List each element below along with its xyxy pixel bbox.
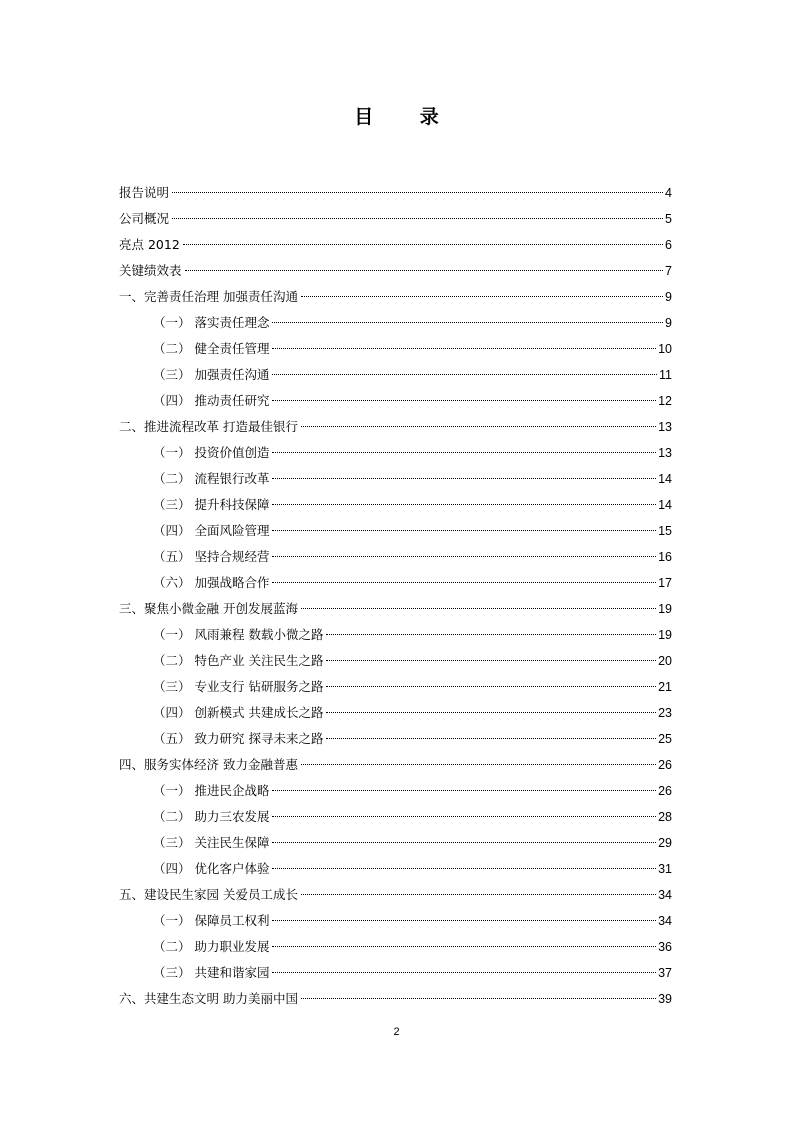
toc-dot-leader (272, 582, 656, 583)
toc-section-entry[interactable] (119, 284, 672, 310)
page-title: 目 录 (354, 106, 459, 128)
toc-subsection-entry[interactable] (119, 830, 672, 856)
toc-entry-page: 20 (658, 654, 672, 668)
toc-section-entry[interactable] (119, 258, 672, 284)
toc-dot-leader (183, 244, 663, 245)
toc-dot-leader (185, 270, 664, 271)
toc-entry-label: （二） 助力职业发展 (153, 939, 270, 954)
toc-dot-leader (326, 634, 656, 635)
toc-dot-leader (272, 348, 656, 349)
toc-entry-label: 五、建设民生家园 关爱员工成长 (119, 887, 298, 902)
toc-subsection-entry[interactable] (119, 466, 672, 492)
toc-entry-page: 19 (658, 602, 672, 616)
toc-entry-page: 14 (658, 472, 672, 486)
toc-dot-leader (272, 374, 657, 375)
toc-dot-leader (301, 894, 656, 895)
toc-entry-page: 7 (665, 264, 672, 278)
toc-entry-page: 9 (665, 316, 672, 330)
toc-entry-page: 26 (658, 758, 672, 772)
toc-entry-page: 14 (658, 498, 672, 512)
toc-dot-leader (272, 322, 663, 323)
toc-dot-leader (301, 296, 663, 297)
toc-subsection-entry[interactable] (119, 362, 672, 388)
toc-entry-page: 21 (658, 680, 672, 694)
toc-dot-leader (272, 530, 656, 531)
toc-entry-label: （四） 优化客户体验 (153, 861, 270, 876)
toc-subsection-entry[interactable] (119, 388, 672, 414)
toc-entry-page: 4 (665, 186, 672, 200)
toc-dot-leader (272, 478, 656, 479)
toc-entry-page: 16 (658, 550, 672, 564)
toc-entry-page: 9 (665, 290, 672, 304)
toc-dot-leader (272, 920, 656, 921)
toc-entry-label: 亮点 2012 (119, 237, 180, 252)
toc-entry-page: 23 (658, 706, 672, 720)
toc-section-entry[interactable] (119, 882, 672, 908)
toc-entry-label: （二） 特色产业 关注民生之路 (153, 653, 324, 668)
toc-entry-page: 29 (658, 836, 672, 850)
toc-entry-label: （一） 保障员工权利 (153, 913, 270, 928)
toc-subsection-entry[interactable] (119, 570, 672, 596)
toc-entry-label: （五） 致力研究 探寻未来之路 (153, 731, 324, 746)
toc-subsection-entry[interactable] (119, 492, 672, 518)
toc-entry-page: 39 (658, 992, 672, 1006)
toc-entry-page: 13 (658, 446, 672, 460)
toc-section-entry[interactable] (119, 206, 672, 232)
toc-entry-label: （二） 流程银行改革 (153, 471, 270, 486)
toc-dot-leader (272, 790, 656, 791)
toc-dot-leader (272, 868, 656, 869)
toc-entry-label: （四） 创新模式 共建成长之路 (153, 705, 324, 720)
toc-entry-label: （三） 提升科技保障 (153, 497, 270, 512)
toc-section-entry[interactable] (119, 180, 672, 206)
toc-dot-leader (172, 192, 663, 193)
toc-entry-label: （一） 投资价值创造 (153, 445, 270, 460)
toc-entry-label: 一、完善责任治理 加强责任沟通 (119, 289, 298, 304)
toc-entry-page: 11 (659, 368, 672, 382)
toc-entry-page: 12 (658, 394, 672, 408)
toc-entry-label: （四） 推动责任研究 (153, 393, 270, 408)
toc-entry-page: 34 (658, 914, 672, 928)
toc-subsection-entry[interactable] (119, 804, 672, 830)
toc-entry-label: （四） 全面风险管理 (153, 523, 270, 538)
toc-subsection-entry[interactable] (119, 336, 672, 362)
toc-dot-leader (272, 972, 656, 973)
toc-subsection-entry[interactable] (119, 934, 672, 960)
toc-dot-leader (301, 764, 656, 765)
toc-entry-page: 34 (658, 888, 672, 902)
toc-entry-page: 10 (658, 342, 672, 356)
toc-entry-label: （三） 共建和谐家园 (153, 965, 270, 980)
toc-entry-label: 六、共建生态文明 助力美丽中国 (119, 991, 298, 1006)
toc-entry-page: 13 (658, 420, 672, 434)
table-of-contents (119, 180, 672, 1012)
toc-entry-label: （二） 健全责任管理 (153, 341, 270, 356)
toc-dot-leader (272, 946, 656, 947)
toc-entry-label: （三） 专业支行 钻研服务之路 (153, 679, 324, 694)
toc-entry-page: 5 (665, 212, 672, 226)
toc-entry-page: 17 (658, 576, 672, 590)
page-number: 2 (393, 1026, 400, 1038)
toc-entry-label: 三、聚焦小微金融 开创发展蓝海 (119, 601, 298, 616)
toc-subsection-entry[interactable] (119, 310, 672, 336)
toc-dot-leader (172, 218, 663, 219)
toc-entry-label: （三） 关注民生保障 (153, 835, 270, 850)
toc-entry-page: 36 (658, 940, 672, 954)
toc-subsection-entry[interactable] (119, 440, 672, 466)
toc-entry-label: （一） 推进民企战略 (153, 783, 270, 798)
toc-entry-page: 6 (665, 238, 672, 252)
toc-entry-page: 25 (658, 732, 672, 746)
toc-section-entry[interactable] (119, 596, 672, 622)
toc-section-entry[interactable] (119, 232, 672, 258)
toc-entry-label: 四、服务实体经济 致力金融普惠 (119, 757, 298, 772)
toc-subsection-entry[interactable] (119, 856, 672, 882)
toc-entry-page: 37 (658, 966, 672, 980)
toc-subsection-entry[interactable] (119, 960, 672, 986)
toc-dot-leader (272, 816, 656, 817)
toc-subsection-entry[interactable] (119, 518, 672, 544)
toc-subsection-entry[interactable] (119, 778, 672, 804)
toc-entry-page: 15 (658, 524, 672, 538)
toc-dot-leader (272, 400, 656, 401)
toc-subsection-entry[interactable] (119, 700, 672, 726)
toc-dot-leader (301, 608, 656, 609)
toc-dot-leader (326, 712, 656, 713)
toc-subsection-entry[interactable] (119, 908, 672, 934)
toc-dot-leader (272, 504, 656, 505)
toc-subsection-entry[interactable] (119, 544, 672, 570)
toc-entry-label: （一） 落实责任理念 (153, 315, 270, 330)
toc-entry-page: 31 (658, 862, 672, 876)
toc-subsection-entry[interactable] (119, 726, 672, 752)
toc-entry-label: （六） 加强战略合作 (153, 575, 270, 590)
toc-subsection-entry[interactable] (119, 648, 672, 674)
toc-entry-label: 公司概况 (119, 211, 170, 226)
toc-entry-label: （二） 助力三农发展 (153, 809, 270, 824)
toc-entry-page: 26 (658, 784, 672, 798)
toc-subsection-entry[interactable] (119, 622, 672, 648)
toc-entry-page: 28 (658, 810, 672, 824)
toc-dot-leader (326, 738, 656, 739)
toc-dot-leader (272, 842, 656, 843)
toc-section-entry[interactable] (119, 752, 672, 778)
toc-subsection-entry[interactable] (119, 674, 672, 700)
toc-entry-label: （三） 加强责任沟通 (153, 367, 270, 382)
toc-entry-label: （一） 风雨兼程 数载小微之路 (153, 627, 324, 642)
toc-dot-leader (326, 660, 656, 661)
toc-entry-page: 19 (658, 628, 672, 642)
toc-entry-label: （五） 坚持合规经营 (153, 549, 270, 564)
toc-dot-leader (301, 998, 656, 999)
toc-entry-label: 二、推进流程改革 打造最佳银行 (119, 419, 298, 434)
toc-entry-label: 关键绩效表 (119, 263, 182, 278)
toc-dot-leader (326, 686, 656, 687)
toc-dot-leader (272, 556, 656, 557)
toc-section-entry[interactable] (119, 986, 672, 1012)
toc-dot-leader (272, 452, 656, 453)
toc-entry-label: 报告说明 (119, 185, 170, 200)
toc-section-entry[interactable] (119, 414, 672, 440)
toc-dot-leader (301, 426, 656, 427)
